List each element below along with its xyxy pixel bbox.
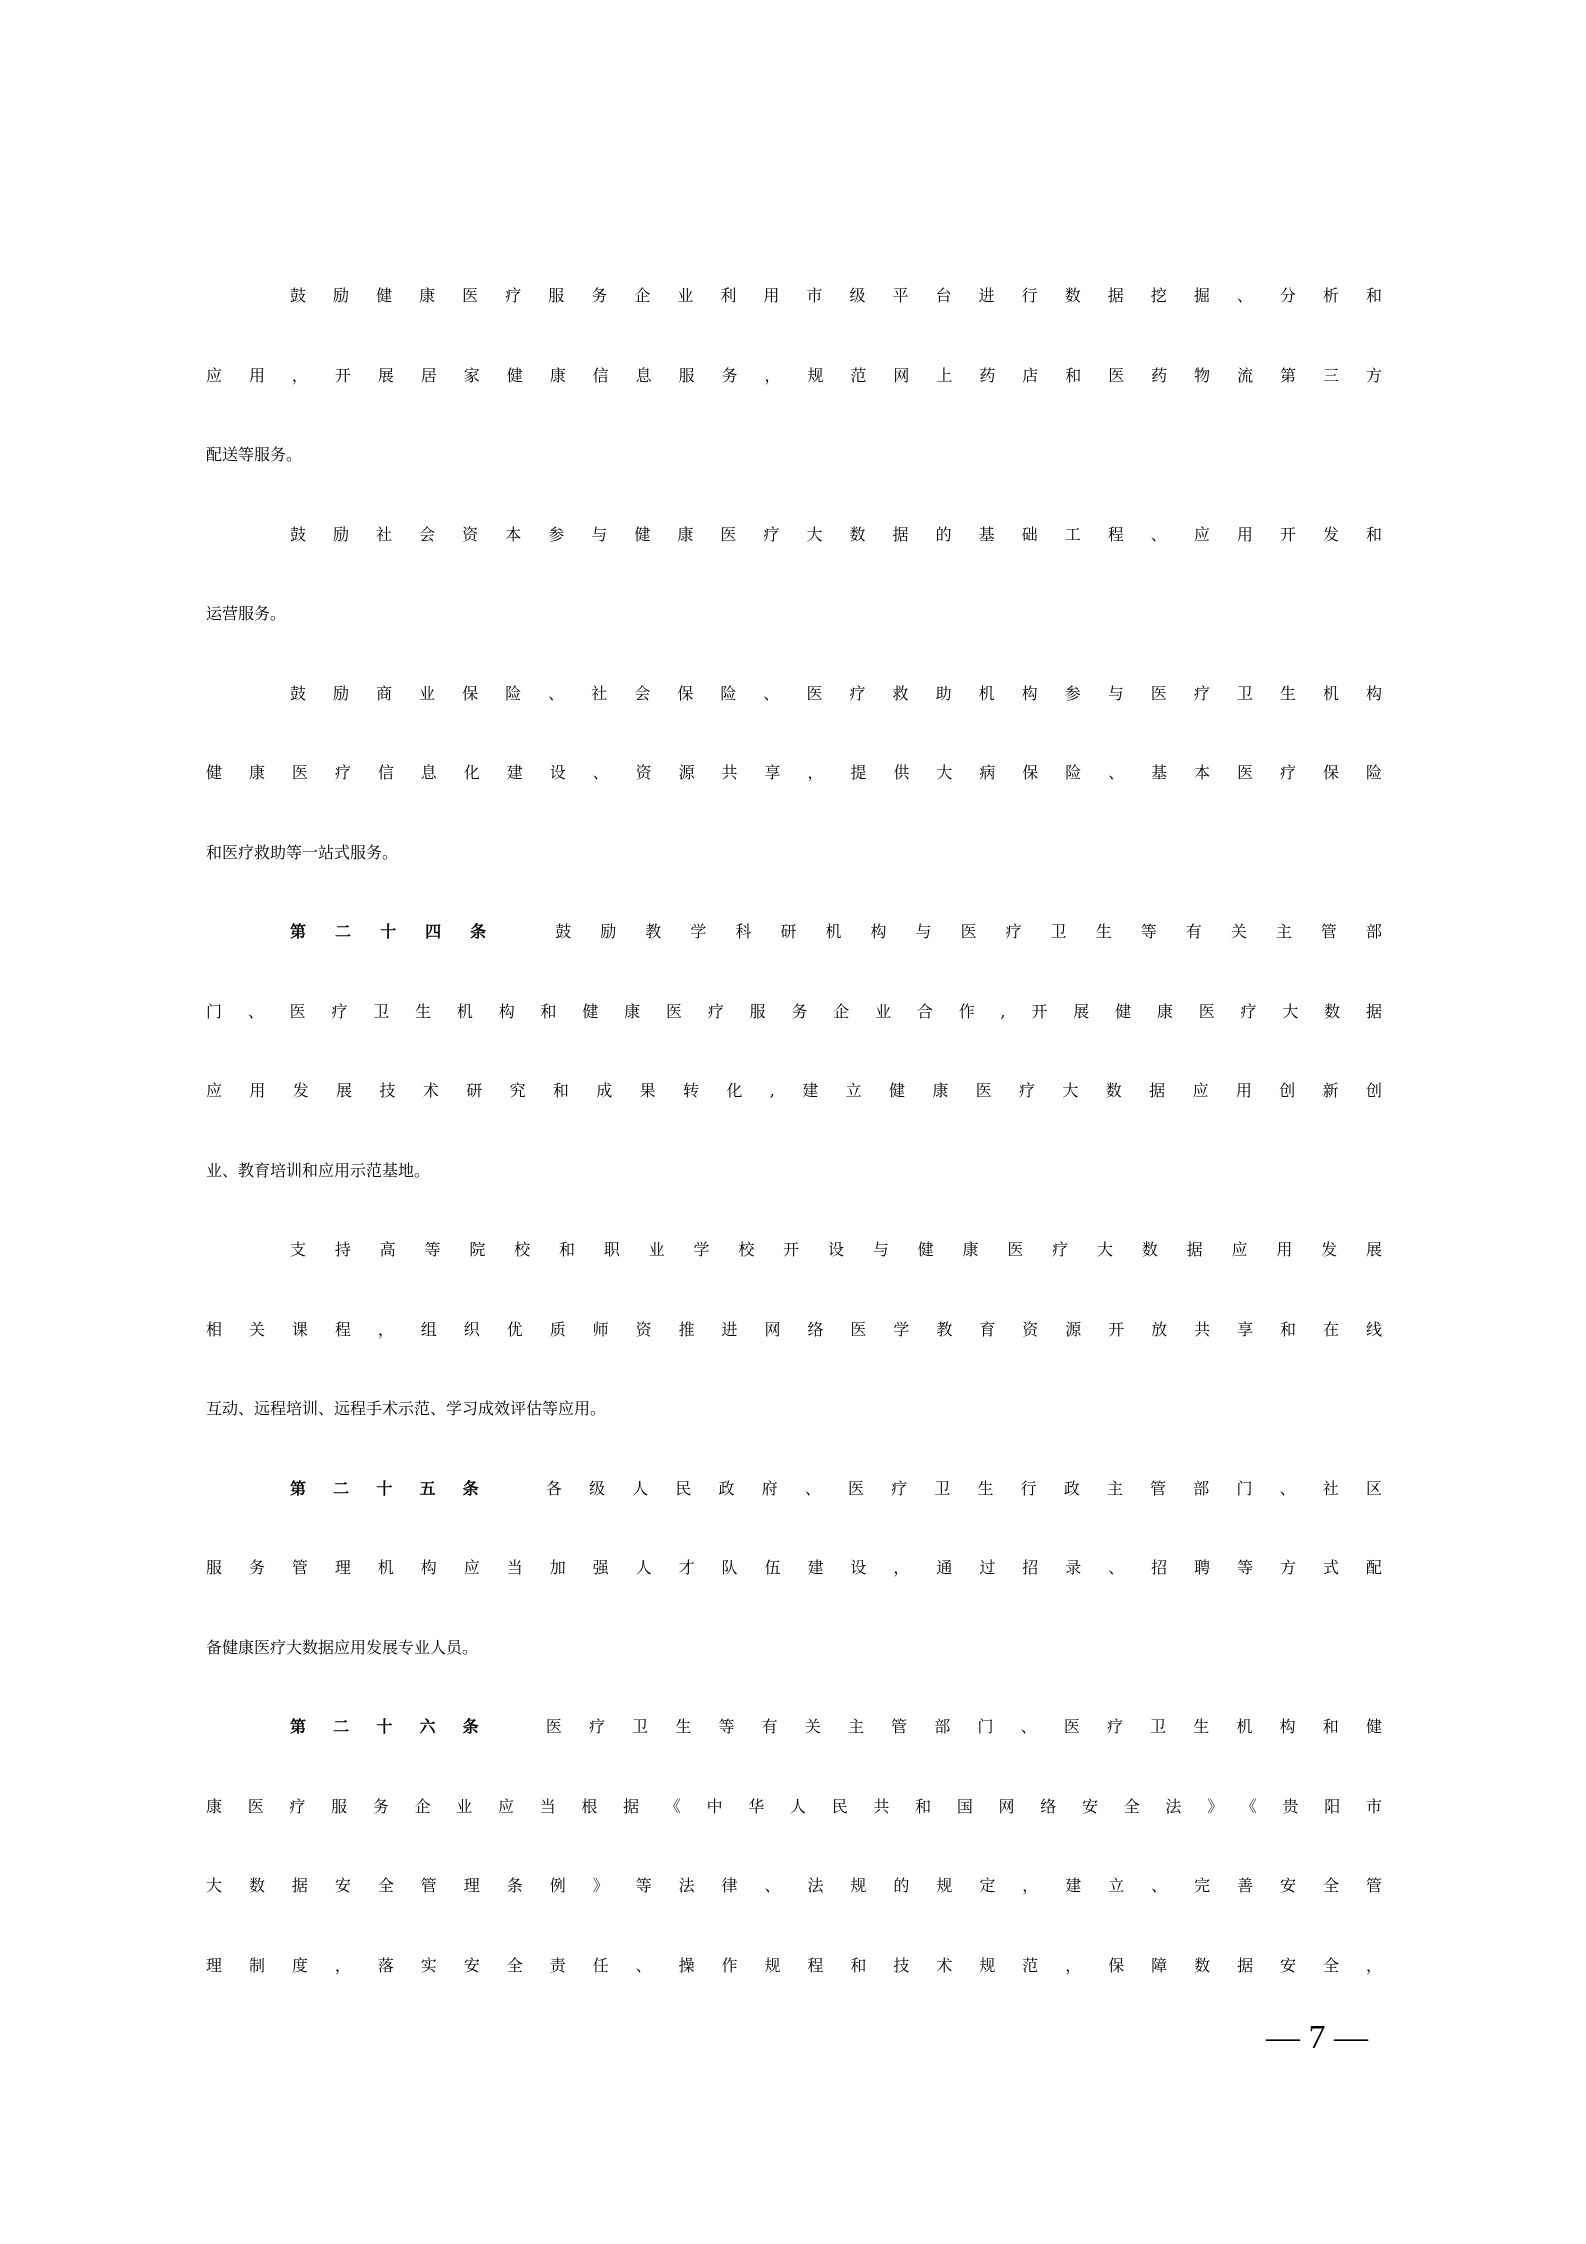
article-first-line (206, 1476, 1382, 1556)
text-line: 理制度，落实安全责任、操作规程和技术规范，保障数据安全， (206, 1955, 1382, 1975)
text-line: 支持高等院校和职业学校开设与健康医疗大数据应用发展 (290, 1240, 1382, 1259)
article-26 (206, 1714, 1382, 2032)
text-line: 鼓励健康医疗服务企业利用市级平台进行数据挖掘、分析和 (290, 286, 1382, 305)
text-line: 各级人民政府、医疗卫生行政主管部门、社区 (545, 1478, 1382, 1498)
text-line: 应用发展技术研究和成果转化,建立健康医疗大数据应用创新创 (206, 1081, 1382, 1100)
paragraph (206, 522, 1382, 681)
text-line: 服务管理机构应当加强人才队伍建设，通过招录、招聘等方式配 (206, 1558, 1382, 1577)
article-number: 第二十六条 (290, 1717, 506, 1736)
text-line: 备健康医疗大数据应用发展专业人员。 (206, 1637, 479, 1657)
article-number: 第二十四条 (290, 922, 516, 941)
body-text (206, 283, 1382, 2032)
paragraph (206, 1237, 1382, 1476)
paragraph (206, 283, 1382, 522)
text-line: 业、教育培训和应用示范基地。 (206, 1160, 431, 1180)
text-line: 相关课程，组织优质师资推进网络医学教育资源开放共享和在线 (206, 1319, 1382, 1339)
text-line: 配送等服务。 (206, 445, 303, 464)
page-number: — 7 — (1266, 2019, 1368, 2056)
text-line: 鼓励商业保险、社会保险、医疗救助机构参与医疗卫生机构 (290, 683, 1382, 703)
article-first-line (206, 919, 1382, 999)
text-line: 互动、远程培训、远程手术示范、学习成效评估等应用。 (206, 1399, 607, 1418)
text-line: 健康医疗信息化建设、资源共享，提供大病保险、基本医疗保险 (206, 763, 1382, 782)
text-line: 和医疗救助等一站式服务。 (206, 842, 399, 862)
article-first-line (206, 1714, 1382, 1794)
text-line: 康医疗服务企业应当根据《中华人民共和国网络安全法》《贵阳市 (206, 1796, 1382, 1816)
article-number: 第二十五条 (290, 1478, 506, 1498)
text-line: 鼓励教学科研机构与医疗卫生等有关主管部 (555, 922, 1382, 941)
paragraph (206, 681, 1382, 920)
text-line: 鼓励社会资本参与健康医疗大数据的基础工程、应用开发和 (290, 524, 1382, 544)
text-line: 医疗卫生等有关主管部门、医疗卫生机构和健 (545, 1717, 1382, 1736)
article-25 (206, 1476, 1382, 1715)
text-line: 大数据安全管理条例》等法律、法规的规定，建立、完善安全管 (206, 1876, 1382, 1895)
text-line: 应用，开展居家健康信息服务，规范网上药店和医药物流第三方 (206, 365, 1382, 385)
article-24 (206, 919, 1382, 1237)
text-line: 运营服务。 (206, 604, 287, 623)
text-line: 门、医疗卫生机构和健康医疗服务企业合作,开展健康医疗大数据 (206, 1001, 1382, 1021)
